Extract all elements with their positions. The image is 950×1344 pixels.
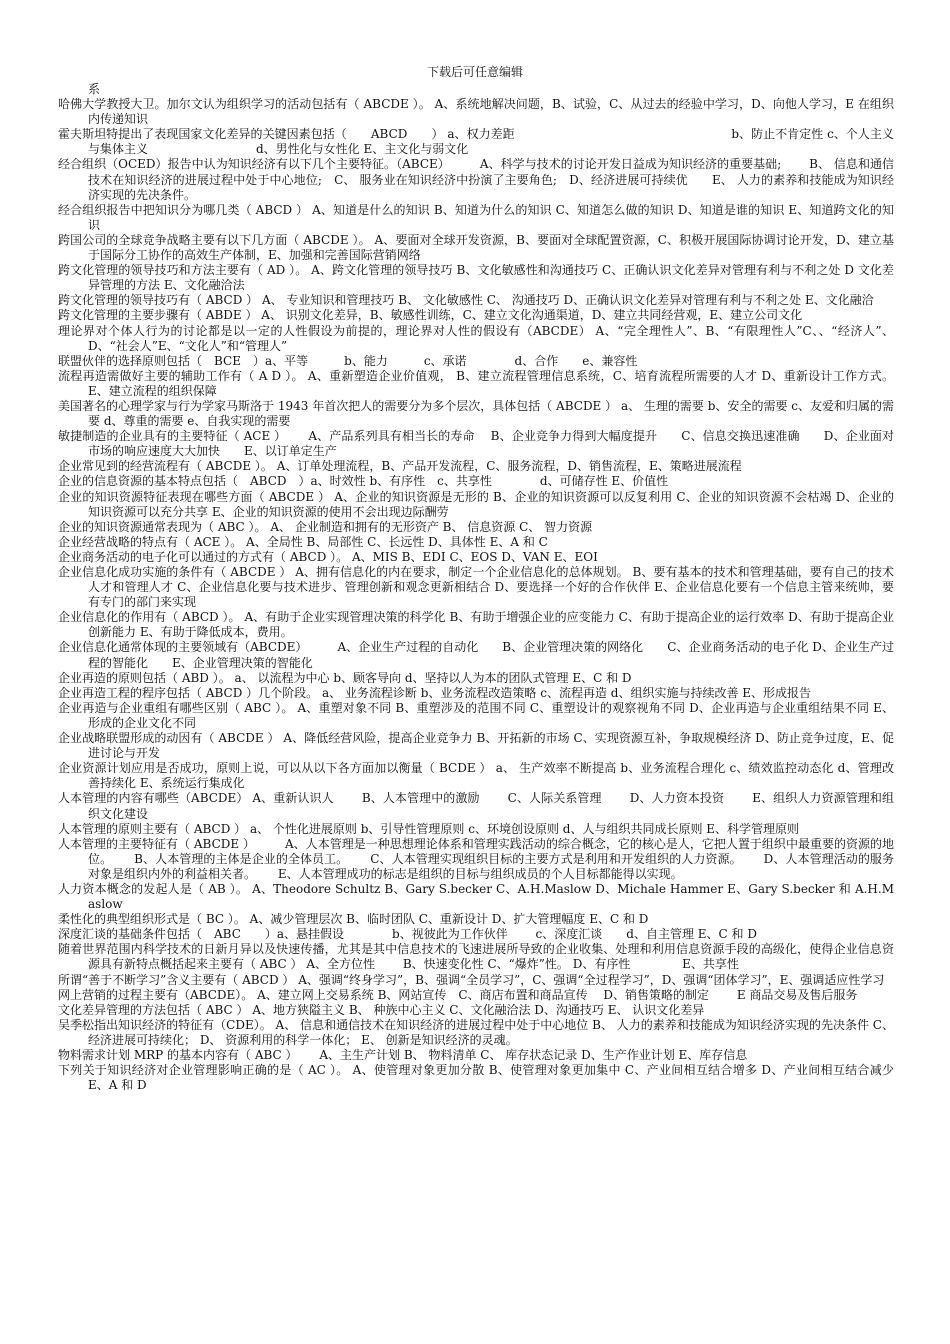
paragraph: 经合组织（OCED）报告中认为知识经济有以下几个主要特征。（ABCE） A、科学与技术的讨论开发日益成为知识经济的重要基础; B、 信息和通信技术在知识经济的进展过程中处于中心地位; C、 服务业在知识经济中扮演了主要角色; D、经济进展可持续优 E、 人力的素养和技能成为知识经济实现的先决条件。 (58, 157, 894, 202)
paragraph: 联盟伙伴的选择原则包括（ BCE ）a、平等 b、能力 c、承诺 d、合作 e、兼容性 (58, 353, 638, 368)
paragraph: 企业的知识资源通常表现为（ ABC ）。 A、 企业制造和拥有的无形资产 B、 信息资源 C、 智力资源 (58, 519, 593, 534)
paragraph: 企业的知识资源特征表现在哪些方面（ ABCDE ） A、企业的知识资源是无形的 B、企业的知识资源可以反复利用 C、企业的知识资源不会枯竭 D、企业的知识资源可以充分共享 E、企业的知识资源的使用不会出现边际酬劳 (58, 489, 894, 519)
paragraph: 企业再造工程的程序包括（ ABCD ）几个阶段。 a、 业务流程诊断 b、业务流程改造策略 c、流程再造 d、组织实施与持续改善 E、形成报告 (58, 685, 812, 700)
paragraph: 企业经营战略的特点有（ ACE ）。 A、全局性 B、局部性 C、长远性 D、具体性 E、A 和 C (58, 534, 548, 549)
paragraph: 企业资源计划应用是否成功，原则上说，可以从以下各方面加以衡量（ BCDE ） a、 生产效率不断提高 b、业务流程合理化 c、绩效监控动态化 d、管理改善持续化 E、系统运行集成化 (58, 761, 894, 791)
paragraph: 所谓“善于不断学习”含义主要有（ ABCD ） A、强调“终身学习”，B、强调“全员学习”，C、强调“全过程学习”，D、强调“团体学习”，E、强调适应性学习 (58, 972, 885, 987)
paragraph: 人本管理的内容有哪些（ABCDE） A、重新认识人 B、人本管理中的激励 C、人际关系管理 D、人力资本投资 E、组织人力资源管理和组织文化建设 (58, 791, 894, 821)
paragraph: 跨文化管理的领导技巧有（ ABCD ） A、 专业知识和管理技巧 B、 文化敏感性 C、 沟通技巧 D、正确认识文化差异对管理有利与不利之处 E、文化融洽 (58, 293, 874, 308)
paragraph: 柔性化的典型组织形式是（ BC ）。 A、减少管理层次 B、临时团队 C、重新设计 D、扩大管理幅度 E、C 和 D (58, 912, 649, 927)
paragraph: 随着世界范围内科学技术的日新月异以及快速传播，尤其是其中信息技术的飞速进展所导致的企业收集、处理和利用信息资源手段的高级化，使得企业信息资源具有新特点概括起来主要有（ ABC ） A、全方位性 B、快速变化性 C、“爆炸”性。 D、有序性 E、共享性 (58, 942, 894, 972)
paragraph: 霍夫斯坦特提出了表现国家文化差异的关键因素包括（ ABCD ） a、权力差距 b、防止不肯定性 c、个人主义与集体主义 d、男性化与女性化 E、主文化与弱文化 (58, 127, 894, 157)
paragraph: 系 (88, 82, 101, 96)
paragraph: 企业信息化的作用有（ ABCD ）。 A、有助于企业实现管理决策的科学化 B、有助于增强企业的应变能力 C、有助于提高企业的运行效率 D、有助于提高企业创新能力 E、有助于降低成本，费用。 (58, 610, 894, 640)
paragraph: 文化差异管理的方法包括（ ABC ） A、地方狭隘主义 B、 种族中心主义 C、文化融洽法 D、沟通技巧 E、 认识文化差异 (58, 1002, 705, 1017)
paragraph: 经合组织报告中把知识分为哪几类（ ABCD ） A、知道是什么的知识 B、知道为什么的知识 C、知道怎么做的知识 D、知道是谁的知识 E、知道跨文化的知识 (58, 202, 894, 232)
paragraph: 企业的信息资源的基本特点包括（ ABCD ）a、时效性 b、有序性 c、共享性 d、可储存性 E、价值性 (58, 474, 669, 489)
paragraph: 流程再造需做好主要的辅助工作有（ A D ）。 A、重新塑造企业价值观， B、建立流程管理信息系统，C、培育流程所需要的人才 D、重新设计工作方式。E、建立流程的组织保障 (58, 368, 894, 398)
paragraph: 人本管理的原则主要有（ ABCD ） a、 个性化进展原则 b、引导性管理原则 c、环境创设原则 d、人与组织共同成长原则 E、科学管理原则 (58, 821, 800, 836)
paragraph: 美国著名的心理学家与行为学家马斯洛于 1943 年首次把人的需要分为多个层次，具体包括（ ABCDE ） a、 生理的需要 b、安全的需要 c、友爱和归属的需要 d、尊重的需要 e、自我实现的需要 (58, 398, 894, 429)
paragraph: 人力资本概念的发起人是（ AB ）。 A、Theodore Schultz B、Gary S.becker C、A.H.Maslow D、Michale Hammer E、Gary S.becker 和 A.H.Maslow (58, 881, 894, 912)
paragraph: 理论界对个体人行为的讨论都是以一定的人性假设为前提的，理论界对人性的假设有（ABCDE） A、“完全理性人”、B、“有限理性人”C、、“经济人”、D、“社会人”E、“文化人”和“管理人” (58, 323, 894, 353)
paragraph: 敏捷制造的企业具有的主要特征（ ACE ） A、产品系列具有相当长的寿命 B、企业竞争力得到大幅度提升 C、信息交换迅速准确 D、企业面对市场的响应速度大大加快 E、以订单定生产 (58, 429, 894, 459)
paragraph: 吴季松指出知识经济的特征有（CDE）。 A、 信息和通信技术在知识经济的进展过程中处于中心地位 B、 人力的素养和技能成为知识经济实现的先决条件 C、 经济进展可持续化； D、 资源利用的科学一体化； E、 创新是知识经济的灵魂。 (58, 1017, 894, 1047)
paragraph: 跨文化管理的主要步骤有（ ABDE ） A、 识别文化差异，B、敏感性训练，C、建立文化沟通渠道，D、建立共同经营观，E、建立公司文化 (58, 308, 803, 323)
paragraph: 哈佛大学教授大卫。加尔文认为组织学习的活动包括有（ ABCDE ）。 A、系统地解决问题，B、试验，C、从过去的经验中学习，D、向他人学习，E 在组织内传递知识 (58, 97, 894, 127)
paragraph: 网上营销的过程主要有（ABCDE）。 A、建立网上交易系统 B、网站宣传 C、商店布置和商品宣传 D、销售策略的制定 E 商品交易及售后服务 (58, 987, 858, 1002)
paragraph: 深度汇谈的基础条件包括（ ABC ）a、悬挂假设 b、视彼此为工作伙伴 c、深度汇谈 d、自主管理 E、C 和 D (58, 927, 757, 942)
paragraph: 企业再造与企业重组有哪些区别（ ABC ）。 A、重塑对象不同 B、重塑涉及的范围不同 C、重塑设计的观察视角不同 D、企业再造与企业重组结果不同 E、形成的企业文化不同 (58, 700, 894, 730)
paragraph: 物料需求计划 MRP 的基本内容有（ ABC ） A、主生产计划 B、 物料清单 C、 库存状态记录 D、生产作业计划 E、库存信息 (58, 1048, 748, 1062)
paragraph: 人本管理的主要特征有（ ABCDE ） A、人本管理是一种思想理论体系和管理实践活动的综合概念，它的核心是人，它把人置于组织中最重要的资源的地位。 B、人本管理的主体是企业的全体员工。 C、人本管理实现组织目标的主要方式是利用和开发组织的人力资源。 D、人本管理活动的服务对象是组织内外的利益相关者。 E、人本管理成功的标志是组织的目标与组织成员的个人目标都能得以实现。 (58, 836, 894, 881)
document-body (58, 82, 894, 1093)
paragraph: 企业常见到的经营流程有（ ABCDE ）。 A、订单处理流程，B、产品开发流程，C、服务流程，D、销售流程，E、策略进展流程 (58, 459, 742, 474)
page-header: 下载后可任意编辑 (426, 65, 523, 79)
paragraph: 企业商务活动的电子化可以通过的方式有（ ABCD ）。 A、MIS B、EDI C、EOS D、VAN E、EOI (58, 549, 598, 564)
paragraph: 跨文化管理的领导技巧和方法主要有（ AD ）。 A、跨文化管理的领导技巧 B、文化敏感性和沟通技巧 C、正确认识文化差异对管理有利与不利之处 D 文化差异管理的方法 E、文化融洽法 (58, 263, 894, 293)
paragraph: 企业信息化通常体现的主要领域有（ABCDE） A、企业生产过程的自动化 B、企业管理决策的网络化 C、企业商务活动的电子化 D、企业生产过程的智能化 E、企业管理决策的智能化 (58, 640, 894, 670)
paragraph: 下列关于知识经济对企业管理影响正确的是（ AC ）。 A、使管理对象更加分散 B、使管理对象更加集中 C、产业间相互结合增多 D、产业间相互结合减少 E、A 和 D (58, 1063, 894, 1093)
paragraph: 跨国公司的全球竞争战略主要有以下几方面（ ABCDE ）。 A、要面对全球开发资源，B、要面对全球配置资源，C、积极开展国际协调讨论开发，D、建立基于国际分工协作的高效生产体制，E、加强和完善国际营销网络 (58, 232, 894, 263)
paragraph: 企业信息化成功实施的条件有（ ABCDE ） A、拥有信息化的内在要求，制定一个企业信息化的总体规划。 B、要有基本的技术和管理基础，要有自己的技术人才和管理人才 C、企业信息化要与技术进步、管理创新和观念更新相结合 D、要选择一个好的合作伙伴 E、企业信息化要有一个信息主管来统帅，要有专门的部门来实现 (58, 565, 894, 610)
paragraph: 企业战略联盟形成的动因有（ ABCDE ） A、降低经营风险，提高企业竞争力 B、开拓新的市场 C、实现资源互补，争取规模经济 D、防止竞争过度，E、促进讨论与开发 (58, 731, 894, 761)
paragraph: 企业再造的原则包括（ ABD ）。 a、 以流程为中心 b、顾客导向 d、坚持以人为本的团队式管理 E、C 和 D (58, 670, 632, 685)
